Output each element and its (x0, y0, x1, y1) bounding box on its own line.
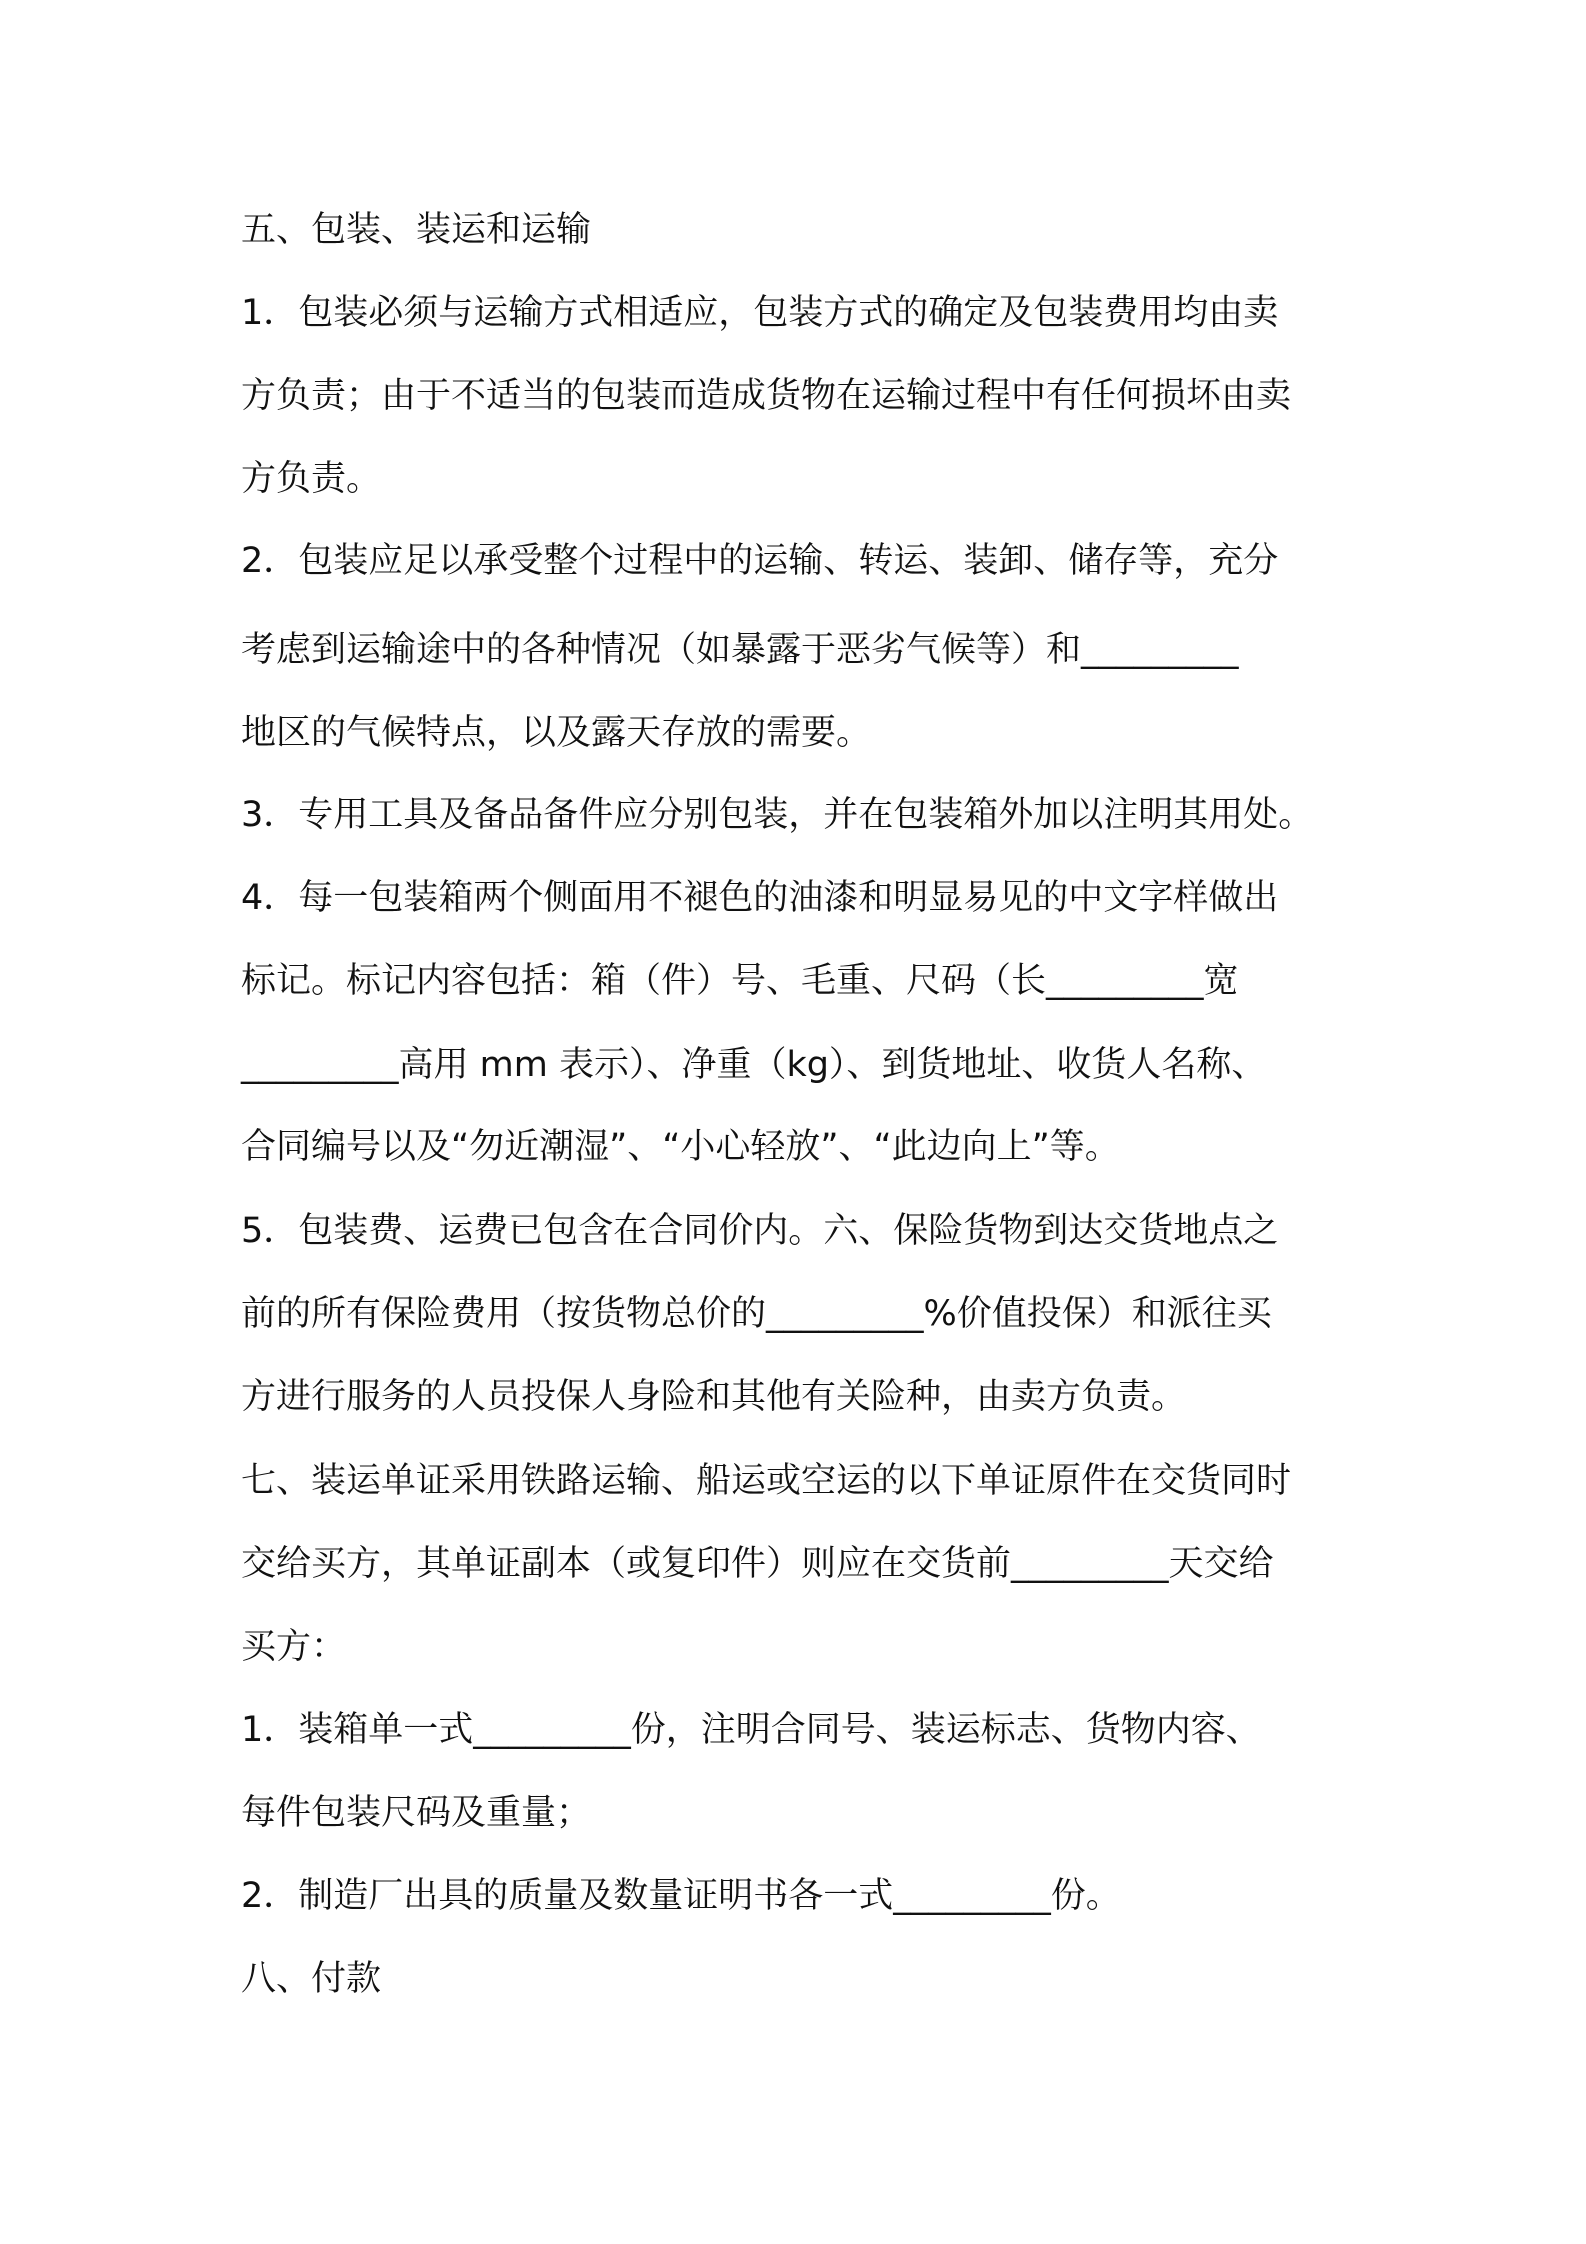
text-line: 5．包装费、运费已包含在合同价内。六、保险货物到达交货地点之 (241, 1211, 1279, 1251)
text-line: 2．包装应足以承受整个过程中的运输、转运、装卸、储存等，充分 (241, 541, 1279, 581)
text-line: 买方： (241, 1627, 347, 1667)
text-line: 方负责；由于不适当的包装而造成货物在运输过程中有任何损坏由卖 (241, 376, 1292, 416)
text-line: 2．制造厂出具的质量及数量证明书各一式_________份。 (241, 1876, 1121, 1916)
text-line: 考虑到运输途中的各种情况（如暴露于恶劣气候等）和_________ (241, 630, 1239, 670)
text-line: 方负责。 (241, 459, 382, 499)
text-line: 方进行服务的人员投保人身险和其他有关险种，由卖方负责。 (241, 1377, 1187, 1417)
text-line: _________高用 mm 表示）、净重（kg）、到货地址、收货人名称、 (241, 1045, 1267, 1085)
text-line: 每件包装尺码及重量； (241, 1793, 592, 1833)
text-line: 3．专用工具及备品备件应分别包装，并在包装箱外加以注明其用处。 (241, 795, 1314, 835)
text-line: 标记。标记内容包括：箱（件）号、毛重、尺码（长_________宽 (241, 961, 1239, 1001)
text-line: 1．包装必须与运输方式相适应，包装方式的确定及包装费用均由卖 (241, 293, 1279, 333)
section-heading: 五、包装、装运和运输 (241, 210, 592, 250)
text-line: 1．装箱单一式_________份，注明合同号、装运标志、货物内容、 (241, 1710, 1261, 1750)
text-line: 交给买方，其单证副本（或复印件）则应在交货前_________天交给 (241, 1544, 1274, 1584)
section-heading: 七、装运单证采用铁路运输、船运或空运的以下单证原件在交货同时 (241, 1461, 1292, 1501)
text-line: 地区的气候特点，以及露天存放的需要。 (241, 713, 872, 753)
text-line: 合同编号以及“勿近潮湿”、“小心轻放”、“此边向上”等。 (241, 1127, 1120, 1167)
section-heading: 八、付款 (241, 1959, 382, 1999)
text-line: 前的所有保险费用（按货物总价的_________%价值投保）和派往买 (241, 1294, 1272, 1334)
text-line: 4．每一包装箱两个侧面用不褪色的油漆和明显易见的中文字样做出 (241, 878, 1279, 918)
